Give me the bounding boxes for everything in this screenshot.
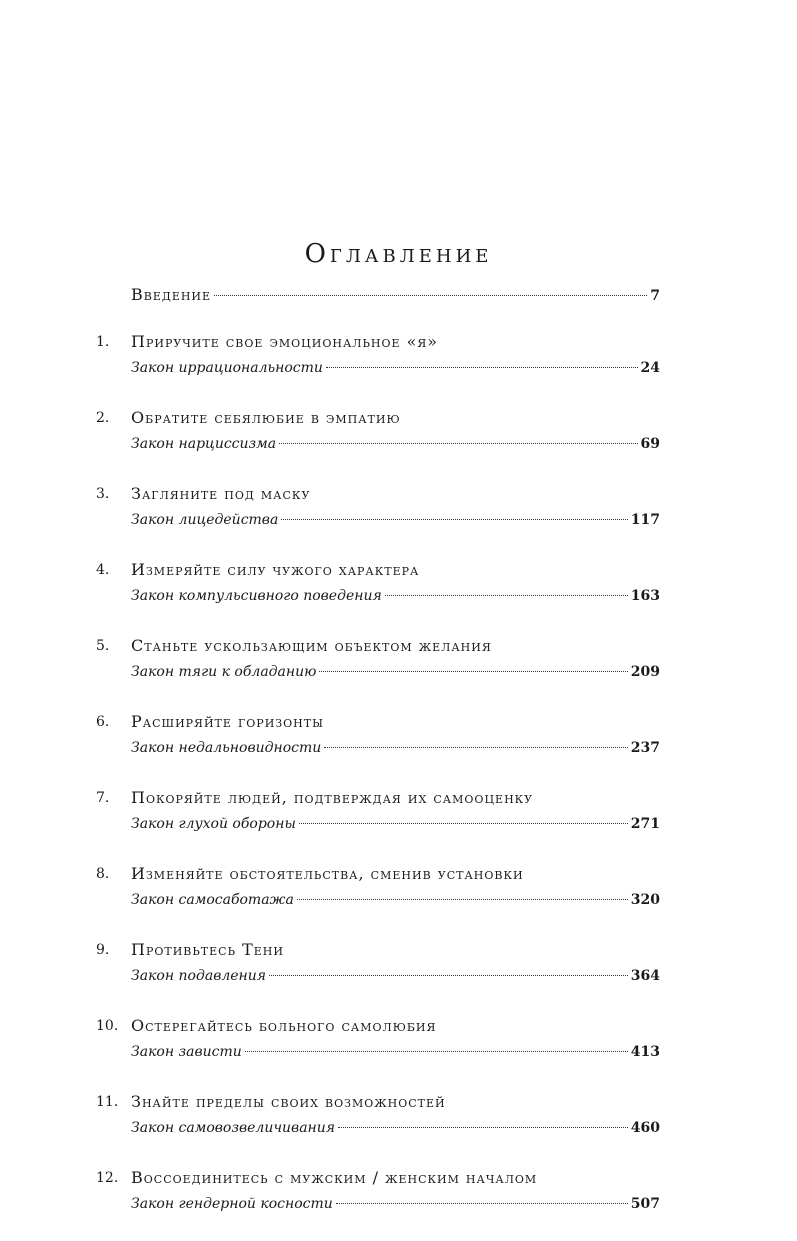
intro-label: Введение (131, 285, 212, 304)
toc-line (131, 583, 660, 609)
dot-leader (281, 519, 627, 520)
law-title: Закон недальновидности (131, 740, 322, 756)
chapter-title: Покоряйте людей, подтверждая их самооценку (131, 788, 534, 807)
toc-line (131, 507, 660, 533)
toc-line (131, 735, 660, 761)
page-number: 7 (650, 288, 660, 304)
law-title: Закон тяги к обладанию (131, 664, 317, 680)
toc-line (131, 282, 660, 309)
law-title: Закон иррациональности (131, 360, 323, 376)
chapter-title: Знайте пределы своих возможностей (131, 1092, 446, 1111)
table-of-contents (96, 282, 660, 1241)
chapter-title: Загляните под маску (131, 484, 311, 503)
law-title: Закон нарциссизма (131, 436, 277, 452)
chapter-number: 12. (96, 1170, 119, 1186)
toc-entry-chapter-11[interactable] (96, 1089, 660, 1141)
dot-leader (385, 595, 628, 596)
toc-entry-chapter-6[interactable] (96, 709, 660, 761)
chapter-number: 2. (96, 410, 110, 426)
chapter-number: 5. (96, 638, 110, 654)
dot-leader (338, 1127, 628, 1128)
page-number: 237 (630, 740, 660, 756)
dot-leader (336, 1203, 628, 1204)
dot-leader (299, 823, 628, 824)
toc-entry-chapter-1[interactable] (96, 329, 660, 381)
dot-leader (214, 295, 647, 296)
toc-entry-chapter-3[interactable] (96, 481, 660, 533)
law-title: Закон глухой обороны (131, 816, 296, 832)
toc-line (131, 811, 660, 837)
law-title: Закон подавления (131, 968, 267, 984)
law-title: Закон компульсивного поведения (131, 588, 382, 604)
chapter-number: 4. (96, 562, 110, 578)
page-number: 117 (630, 512, 660, 528)
dot-leader (269, 975, 628, 976)
chapter-title: Расширяйте горизонты (131, 712, 324, 731)
page-number: 24 (640, 360, 660, 376)
chapter-number: 11. (96, 1094, 119, 1110)
dot-leader (324, 747, 628, 748)
chapter-title: Изменяйте обстоятельства, сменив установки (131, 864, 524, 883)
toc-line (131, 963, 660, 989)
page-number: 163 (630, 588, 660, 604)
chapter-title: Воссоединитесь с мужским / женским началом (131, 1168, 538, 1187)
dot-leader (326, 367, 638, 368)
page-number: 271 (630, 816, 660, 832)
toc-entry-chapter-2[interactable] (96, 405, 660, 457)
toc-line (131, 431, 660, 457)
toc-line (131, 1191, 660, 1217)
page-number: 320 (630, 892, 660, 908)
chapter-title: Приручите свое эмоциональное «я» (131, 332, 439, 351)
page-number: 364 (630, 968, 660, 984)
chapter-title: Противьтесь Тени (131, 940, 284, 959)
law-title: Закон зависти (131, 1044, 242, 1060)
law-title: Закон гендерной косности (131, 1196, 333, 1212)
chapter-number: 10. (96, 1018, 119, 1034)
chapter-number: 3. (96, 486, 110, 502)
toc-line (131, 355, 660, 381)
law-title: Закон лицедейства (131, 512, 279, 528)
toc-entry-intro[interactable] (96, 282, 660, 309)
dot-leader (319, 671, 627, 672)
chapter-number: 1. (96, 334, 110, 350)
chapter-number: 6. (96, 714, 110, 730)
toc-entry-chapter-7[interactable] (96, 785, 660, 837)
chapter-title: Станьте ускользающим объектом желания (131, 636, 492, 655)
toc-line (131, 1039, 660, 1065)
dot-leader (297, 899, 628, 900)
chapter-number: 9. (96, 942, 110, 958)
page-number: 413 (630, 1044, 660, 1060)
page-number: 209 (630, 664, 660, 680)
chapter-number: 7. (96, 790, 110, 806)
page-title: Оглавление (304, 239, 493, 270)
chapter-title: Остерегайтесь больного самолюбия (131, 1016, 437, 1035)
page-number: 507 (630, 1196, 660, 1212)
dot-leader (245, 1051, 628, 1052)
toc-entry-chapter-4[interactable] (96, 557, 660, 609)
toc-entry-chapter-8[interactable] (96, 861, 660, 913)
page-number: 460 (630, 1120, 660, 1136)
dot-leader (279, 443, 637, 444)
chapter-title: Измеряйте силу чужого характера (131, 560, 420, 579)
toc-entry-chapter-9[interactable] (96, 937, 660, 989)
toc-line (131, 887, 660, 913)
chapter-number: 8. (96, 866, 110, 882)
toc-entry-chapter-5[interactable] (96, 633, 660, 685)
toc-line (131, 659, 660, 685)
page-number: 69 (640, 436, 660, 452)
toc-line (131, 1115, 660, 1141)
law-title: Закон самовозвеличивания (131, 1120, 336, 1136)
toc-entry-chapter-10[interactable] (96, 1013, 660, 1065)
law-title: Закон самосаботажа (131, 892, 294, 908)
chapter-title: Обратите себялюбие в эмпатию (131, 408, 401, 427)
toc-entry-chapter-12[interactable] (96, 1165, 660, 1217)
